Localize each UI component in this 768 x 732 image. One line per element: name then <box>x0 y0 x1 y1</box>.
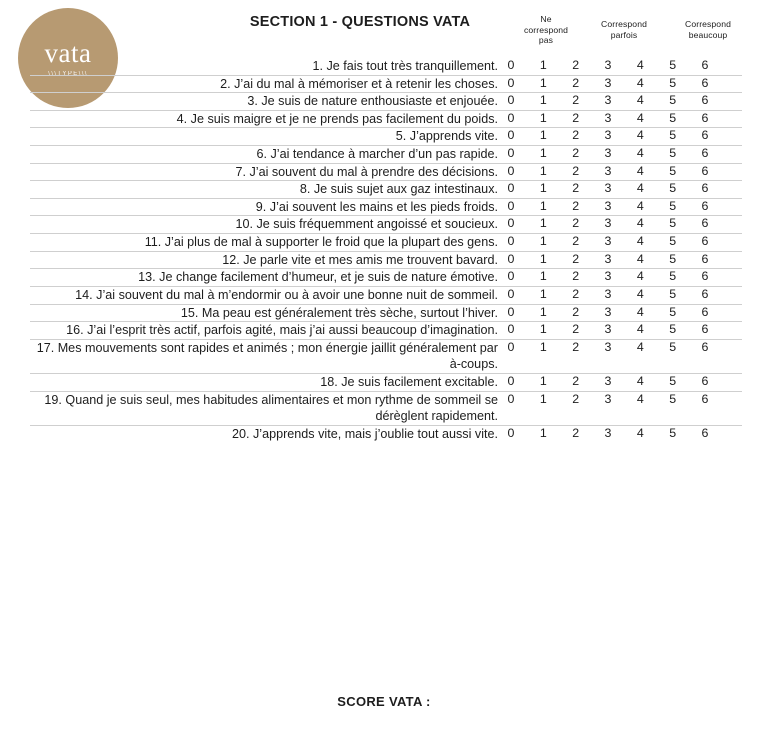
scale-options <box>500 146 716 160</box>
table-row <box>30 146 742 164</box>
scale-option-4[interactable]: 4 <box>636 234 644 249</box>
table-row <box>30 128 742 146</box>
scale-option-1[interactable]: 1 <box>539 251 547 266</box>
scale-option-1[interactable]: 1 <box>539 198 547 213</box>
scale-option-5[interactable]: 5 <box>669 146 677 161</box>
question-text: 12. Je parle vite et mes amis me trouvent bavard. <box>30 251 498 269</box>
scale-option-2[interactable]: 2 <box>572 286 580 301</box>
table-row <box>30 234 742 252</box>
scale-option-2[interactable]: 2 <box>572 75 580 90</box>
scale-option-5[interactable]: 5 <box>669 93 677 108</box>
scale-option-5[interactable]: 5 <box>669 58 677 72</box>
scale-option-4[interactable]: 4 <box>636 425 644 440</box>
question-scale <box>498 110 742 128</box>
question-scale <box>498 234 742 252</box>
scale-option-1[interactable]: 1 <box>539 391 547 406</box>
scale-option-1[interactable]: 1 <box>539 75 547 90</box>
scale-options <box>500 305 716 319</box>
scale-option-6[interactable]: 6 <box>701 391 709 406</box>
scale-options <box>500 76 716 90</box>
question-text: 15. Ma peau est généralement très sèche, surtout l’hiver. <box>30 304 498 322</box>
scale-option-5[interactable]: 5 <box>669 234 677 249</box>
scale-option-0[interactable]: 0 <box>507 75 515 90</box>
scale-option-0[interactable]: 0 <box>507 110 515 125</box>
scale-option-5[interactable]: 5 <box>669 110 677 125</box>
scale-option-6[interactable]: 6 <box>701 58 709 72</box>
question-scale <box>498 425 742 442</box>
scale-option-6[interactable]: 6 <box>701 163 709 178</box>
scale-option-6[interactable]: 6 <box>701 251 709 266</box>
scale-option-0[interactable]: 0 <box>507 373 515 388</box>
scale-option-2[interactable]: 2 <box>572 163 580 178</box>
scale-option-4[interactable]: 4 <box>636 128 644 143</box>
scale-option-2[interactable]: 2 <box>572 269 580 284</box>
scale-option-1[interactable]: 1 <box>539 58 547 72</box>
scale-legend-correspond-parfois <box>584 19 664 40</box>
table-row <box>30 286 742 304</box>
scale-option-4[interactable]: 4 <box>636 93 644 108</box>
scale-option-3[interactable]: 3 <box>604 93 612 108</box>
scale-option-6[interactable]: 6 <box>701 216 709 231</box>
scale-option-0[interactable]: 0 <box>507 216 515 231</box>
scale-option-6[interactable]: 6 <box>701 234 709 249</box>
scale-option-6[interactable]: 6 <box>701 269 709 284</box>
scale-option-5[interactable]: 5 <box>669 181 677 196</box>
question-text: 1. Je fais tout très tranquillement. <box>30 58 498 75</box>
question-scale <box>498 181 742 199</box>
scale-option-5[interactable]: 5 <box>669 391 677 406</box>
scale-option-0[interactable]: 0 <box>507 304 515 319</box>
scale-options <box>500 340 716 354</box>
question-text: 10. Je suis fréquemment angoissé et soucieux. <box>30 216 498 234</box>
question-scale <box>498 391 742 425</box>
scale-option-4[interactable]: 4 <box>636 391 644 406</box>
question-scale <box>498 216 742 234</box>
page-title: SECTION 1 - QUESTIONS VATA <box>249 14 471 30</box>
table-row <box>30 110 742 128</box>
question-text: 11. J’ai plus de mal à supporter le froid que la plupart des gens. <box>30 234 498 252</box>
scale-option-3[interactable]: 3 <box>604 58 612 72</box>
table-row <box>30 58 742 75</box>
scale-option-1[interactable]: 1 <box>539 322 547 337</box>
scale-option-5[interactable]: 5 <box>669 304 677 319</box>
scale-option-0[interactable]: 0 <box>507 163 515 178</box>
scale-options <box>500 234 716 248</box>
question-text: 16. J’ai l’esprit très actif, parfois agité, mais j’ai aussi beaucoup d’imagination. <box>30 322 498 340</box>
table-row <box>30 181 742 199</box>
scale-options <box>500 287 716 301</box>
table-row <box>30 425 742 442</box>
scale-option-5[interactable]: 5 <box>669 251 677 266</box>
scale-options <box>500 322 716 336</box>
scale-legend-line: parfois <box>610 29 638 40</box>
table-row <box>30 251 742 269</box>
scale-option-4[interactable]: 4 <box>636 75 644 90</box>
scale-option-0[interactable]: 0 <box>507 234 515 249</box>
scale-option-6[interactable]: 6 <box>701 75 709 90</box>
question-scale <box>498 93 742 111</box>
scale-option-0[interactable]: 0 <box>507 339 515 354</box>
scale-options <box>500 216 716 230</box>
scale-option-0[interactable]: 0 <box>507 198 515 213</box>
scale-option-0[interactable]: 0 <box>507 322 515 337</box>
scale-options <box>500 164 716 178</box>
question-text: 6. J’ai tendance à marcher d’un pas rapide. <box>30 146 498 164</box>
question-scale <box>498 304 742 322</box>
scale-option-4[interactable]: 4 <box>636 110 644 125</box>
scale-option-0[interactable]: 0 <box>507 93 515 108</box>
scale-option-4[interactable]: 4 <box>636 163 644 178</box>
scale-options <box>500 269 716 283</box>
table-row <box>30 163 742 181</box>
scale-option-5[interactable]: 5 <box>669 425 677 440</box>
scale-legend-ne-correspond-pas <box>510 14 582 46</box>
scale-option-3[interactable]: 3 <box>604 128 612 143</box>
scale-option-5[interactable]: 5 <box>669 373 677 388</box>
table-row <box>30 198 742 216</box>
question-scale <box>498 128 742 146</box>
scale-option-3[interactable]: 3 <box>604 251 612 266</box>
question-text: 2. J’ai du mal à mémoriser et à retenir les choses. <box>30 75 498 93</box>
scale-option-2[interactable]: 2 <box>572 198 580 213</box>
scale-option-6[interactable]: 6 <box>701 146 709 161</box>
question-text: 20. J’apprends vite, mais j’oublie tout aussi vite. <box>231 426 498 441</box>
scale-options <box>500 128 716 142</box>
scale-option-2[interactable]: 2 <box>572 425 580 440</box>
scale-option-0[interactable]: 0 <box>507 181 515 196</box>
scale-option-6[interactable]: 6 <box>701 181 709 196</box>
scale-option-1[interactable]: 1 <box>539 93 547 108</box>
question-text: 19. Quand je suis seul, mes habitudes alimentaires et mon rythme de sommeil se dérèglent rapidement. <box>30 391 498 425</box>
scale-option-3[interactable]: 3 <box>604 198 612 213</box>
scale-option-6[interactable]: 6 <box>701 304 709 319</box>
scale-option-2[interactable]: 2 <box>572 181 580 196</box>
scale-option-6[interactable]: 6 <box>701 322 709 337</box>
scale-option-2[interactable]: 2 <box>572 110 580 125</box>
question-scale <box>498 269 742 287</box>
question-scale <box>498 322 742 340</box>
scale-legend-line: Correspond <box>601 19 647 29</box>
scale-legend-line: beaucoup <box>688 29 728 40</box>
score-label: SCORE VATA : <box>337 694 431 709</box>
scale-option-3[interactable]: 3 <box>604 216 612 231</box>
scale-option-6[interactable]: 6 <box>701 373 709 388</box>
question-scale <box>498 75 742 93</box>
scale-option-4[interactable]: 4 <box>636 269 644 284</box>
scale-option-3[interactable]: 3 <box>604 110 612 125</box>
scale-option-1[interactable]: 1 <box>539 110 547 125</box>
scale-option-1[interactable]: 1 <box>539 425 547 440</box>
scale-option-1[interactable]: 1 <box>539 216 547 231</box>
scale-legend <box>508 8 756 56</box>
table-row <box>30 322 742 340</box>
scale-option-5[interactable]: 5 <box>669 75 677 90</box>
table-row <box>30 373 742 391</box>
question-scale <box>498 146 742 164</box>
scale-option-2[interactable]: 2 <box>572 234 580 249</box>
scale-option-5[interactable]: 5 <box>669 286 677 301</box>
scale-options <box>500 392 716 406</box>
scale-option-5[interactable]: 5 <box>669 128 677 143</box>
question-scale <box>498 373 742 391</box>
scale-option-3[interactable]: 3 <box>604 75 612 90</box>
scale-option-6[interactable]: 6 <box>701 198 709 213</box>
scale-option-5[interactable]: 5 <box>669 198 677 213</box>
scale-option-3[interactable]: 3 <box>604 304 612 319</box>
scale-option-1[interactable]: 1 <box>539 269 547 284</box>
scale-option-5[interactable]: 5 <box>669 269 677 284</box>
logo-subtitle: \\\TYPE\\\ <box>48 70 88 77</box>
scale-option-3[interactable]: 3 <box>604 269 612 284</box>
scale-options <box>500 181 716 195</box>
scale-options <box>500 374 716 388</box>
scale-option-0[interactable]: 0 <box>507 58 515 72</box>
question-scale <box>498 163 742 181</box>
scale-option-1[interactable]: 1 <box>539 373 547 388</box>
question-text: 3. Je suis de nature enthousiaste et enjouée. <box>30 93 498 111</box>
question-scale <box>498 251 742 269</box>
scale-option-6[interactable]: 6 <box>701 339 709 354</box>
scale-legend-line: Correspond <box>685 19 731 29</box>
scale-option-2[interactable]: 2 <box>572 339 580 354</box>
scale-option-3[interactable]: 3 <box>604 391 612 406</box>
table-row <box>30 304 742 322</box>
scale-option-3[interactable]: 3 <box>604 322 612 337</box>
question-scale <box>498 286 742 304</box>
scale-option-1[interactable]: 1 <box>539 146 547 161</box>
scale-option-5[interactable]: 5 <box>669 163 677 178</box>
scale-option-5[interactable]: 5 <box>669 322 677 337</box>
table-row <box>30 75 742 93</box>
scale-option-4[interactable]: 4 <box>636 322 644 337</box>
scale-option-3[interactable]: 3 <box>604 425 612 440</box>
table-row <box>30 93 742 111</box>
scale-option-0[interactable]: 0 <box>507 146 515 161</box>
question-text: 7. J’ai souvent du mal à prendre des décisions. <box>30 163 498 181</box>
question-text: 9. J’ai souvent les mains et les pieds froids. <box>30 198 498 216</box>
scale-option-4[interactable]: 4 <box>636 198 644 213</box>
scale-options <box>500 199 716 213</box>
questions-table <box>30 58 742 442</box>
question-scale <box>498 58 742 75</box>
scale-option-4[interactable]: 4 <box>636 146 644 161</box>
scale-option-2[interactable]: 2 <box>572 251 580 266</box>
question-text: 5. J’apprends vite. <box>30 128 498 146</box>
scale-option-2[interactable]: 2 <box>572 304 580 319</box>
scale-option-4[interactable]: 4 <box>636 216 644 231</box>
scale-legend-line: Ne <box>540 14 552 24</box>
scale-option-2[interactable]: 2 <box>572 58 580 72</box>
scale-option-4[interactable]: 4 <box>636 181 644 196</box>
scale-option-0[interactable]: 0 <box>507 269 515 284</box>
question-text: 17. Mes mouvements sont rapides et animés ; mon énergie jaillit généralement par à-coups. <box>30 339 498 373</box>
scale-options <box>500 93 716 107</box>
question-text: 8. Je suis sujet aux gaz intestinaux. <box>30 181 498 199</box>
scale-option-3[interactable]: 3 <box>604 373 612 388</box>
table-row <box>30 216 742 234</box>
scale-legend-correspond-beaucoup <box>666 19 750 40</box>
scale-option-4[interactable]: 4 <box>636 339 644 354</box>
scale-option-1[interactable]: 1 <box>539 163 547 178</box>
table-row <box>30 269 742 287</box>
scale-option-2[interactable]: 2 <box>572 391 580 406</box>
scale-option-4[interactable]: 4 <box>636 251 644 266</box>
questions-table-body <box>30 58 742 442</box>
scale-option-2[interactable]: 2 <box>572 373 580 388</box>
scale-option-4[interactable]: 4 <box>636 58 644 72</box>
scale-option-3[interactable]: 3 <box>604 286 612 301</box>
question-scale <box>498 339 742 373</box>
scale-option-6[interactable]: 6 <box>701 110 709 125</box>
scale-legend-line: pas <box>538 35 554 46</box>
question-text: 13. Je change facilement d’humeur, et je suis de nature émotive. <box>30 269 498 287</box>
table-row <box>30 339 742 373</box>
question-text: 18. Je suis facilement excitable. <box>30 373 498 391</box>
scale-option-3[interactable]: 3 <box>604 234 612 249</box>
scale-option-2[interactable]: 2 <box>572 322 580 337</box>
scale-option-1[interactable]: 1 <box>539 304 547 319</box>
scale-option-3[interactable]: 3 <box>604 339 612 354</box>
scale-options <box>500 58 716 72</box>
scale-option-2[interactable]: 2 <box>572 216 580 231</box>
scale-option-0[interactable]: 0 <box>507 128 515 143</box>
scale-option-0[interactable]: 0 <box>507 251 515 266</box>
scale-option-6[interactable]: 6 <box>701 128 709 143</box>
scale-options <box>500 252 716 266</box>
scale-option-4[interactable]: 4 <box>636 373 644 388</box>
scale-option-6[interactable]: 6 <box>701 93 709 108</box>
scale-option-6[interactable]: 6 <box>701 425 709 440</box>
scale-option-6[interactable]: 6 <box>701 286 709 301</box>
scale-option-3[interactable]: 3 <box>604 163 612 178</box>
question-scale <box>498 198 742 216</box>
scale-option-1[interactable]: 1 <box>539 286 547 301</box>
question-text: 14. J’ai souvent du mal à m’endormir ou à avoir une bonne nuit de sommeil. <box>30 286 498 304</box>
question-text: 4. Je suis maigre et je ne prends pas facilement du poids. <box>30 110 498 128</box>
scale-option-0[interactable]: 0 <box>507 425 515 440</box>
scale-option-3[interactable]: 3 <box>604 146 612 161</box>
scale-option-1[interactable]: 1 <box>539 181 547 196</box>
scale-options <box>500 426 716 440</box>
scale-legend-line: correspond <box>524 24 568 35</box>
scale-option-2[interactable]: 2 <box>572 128 580 143</box>
logo-wordmark: vata <box>44 37 92 68</box>
scale-option-3[interactable]: 3 <box>604 181 612 196</box>
scale-option-4[interactable]: 4 <box>636 286 644 301</box>
scale-option-4[interactable]: 4 <box>636 304 644 319</box>
scale-option-1[interactable]: 1 <box>539 339 547 354</box>
scale-option-0[interactable]: 0 <box>507 391 515 406</box>
scale-option-1[interactable]: 1 <box>539 128 547 143</box>
scale-option-5[interactable]: 5 <box>669 339 677 354</box>
scale-option-1[interactable]: 1 <box>539 234 547 249</box>
scale-option-2[interactable]: 2 <box>572 93 580 108</box>
scale-options <box>500 111 716 125</box>
scale-option-5[interactable]: 5 <box>669 216 677 231</box>
table-row <box>30 391 742 425</box>
scale-option-2[interactable]: 2 <box>572 146 580 161</box>
scale-option-0[interactable]: 0 <box>507 286 515 301</box>
